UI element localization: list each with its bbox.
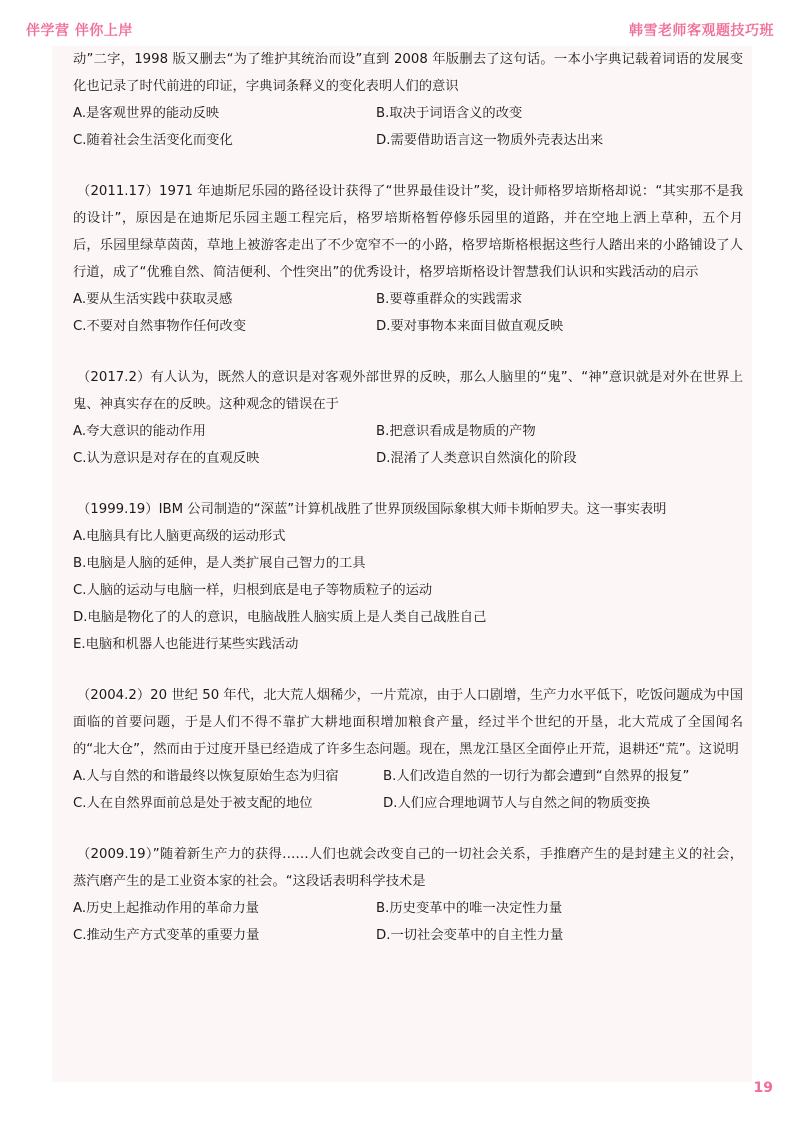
option-a: A.夸大意识的能动作用 — [73, 424, 206, 439]
question-stem: （2011.17）1971 年迪斯尼乐园的路径设计获得了“世界最佳设计”奖，设计师格罗培斯格却说：“其实那不是我的设计”，原因是在迪斯尼乐园主题工程完后，格罗培斯格暂停修乐园里的道路，并在空地上洒上草种，五个月后，乐园里绿草茵茵，草地上被游客走出了不少宽窄不一的小路，格罗培斯格根据这些行人踏出来的小路铺设了人行道，成了“优雅自然、简洁便利、个性突出”的优秀设计，格罗培斯格设计智慧我们认识和实践活动的启示 — [73, 184, 743, 280]
option-d: D.一切社会变革中的自主性力量 — [376, 928, 564, 943]
option-b: B.取决于词语含义的改变 — [376, 106, 523, 121]
option-d: D.混淆了人类意识自然演化的阶段 — [376, 451, 577, 466]
option-a: A.是客观世界的能动反映 — [73, 106, 220, 121]
option-grid — [73, 418, 743, 472]
question-5 — [73, 682, 743, 817]
question-4 — [73, 496, 743, 658]
question-list — [73, 46, 743, 967]
option-grid — [73, 286, 743, 340]
option-a: A.要从生活实践中获取灵感 — [73, 292, 233, 307]
option-list — [73, 523, 743, 658]
option-d: D.需要借助语言这一物质外壳表达出来 — [376, 133, 604, 148]
option-b: B.把意识看成是物质的产物 — [376, 424, 536, 439]
option-b: B.历史变革中的唯一决定性力量 — [376, 901, 563, 916]
option-grid — [73, 100, 743, 154]
question-stem: 动”二字，1998 版又删去“为了维护其统治而设”直到 2008 年版删去了这句话。一本小字典记载着词语的发展变化也记录了时代前进的印证，字典词条释义的变化表明人们的意识 — [73, 52, 743, 94]
question-stem: （2017.2）有人认为，既然人的意识是对客观外部世界的反映，那么人脑里的“鬼”、“神”意识就是对外在世界上鬼、神真实存在的反映。这种观念的错误在于 — [73, 370, 743, 412]
option-d: D.电脑是物化了的人的意识，电脑战胜人脑实质上是人类自己战胜自己 — [73, 610, 487, 625]
header-brand: 伴学营 伴你上岸 — [26, 23, 133, 39]
question-stem: （2004.2）20 世纪 50 年代，北大荒人烟稀少，一片荒凉，由于人口剧增，生产力水平低下，吃饭问题成为中国面临的首要问题，于是人们不得不靠扩大耕地面积增加粮食产量，经过半个世纪的开垦，北大荒成了全国闻名的“北大仓”，然而由于过度开垦已经造成了许多生态问题。现在，黑龙江垦区全面停止开荒，退耕还“荒”。这说明 — [73, 688, 743, 757]
option-a: A.电脑具有比人脑更高级的运动形式 — [73, 529, 286, 544]
option-b: B.要尊重群众的实践需求 — [376, 292, 523, 307]
option-d: D.要对事物本来面目做直观反映 — [376, 319, 564, 334]
option-c: C.不要对自然事物作任何改变 — [73, 319, 247, 334]
option-c: C.随着社会生活变化而变化 — [73, 133, 233, 148]
option-a: A.人与自然的和谐最终以恢复原始生态为归宿 — [73, 769, 339, 784]
option-d: D.人们应合理地调节人与自然之间的物质变换 — [383, 796, 651, 811]
option-e: E.电脑和机器人也能进行某些实践活动 — [73, 637, 299, 652]
question-6 — [73, 841, 743, 949]
option-b: B.人们改造自然的一切行为都会遭到“自然界的报复” — [383, 769, 690, 784]
question-stem: （1999.19）IBM 公司制造的“深蓝”计算机战胜了世界顶级国际象棋大师卡斯帕罗夫。这一事实表明 — [76, 502, 667, 517]
question-3 — [73, 364, 743, 472]
option-c: C.推动生产方式变革的重要力量 — [73, 928, 260, 943]
option-c: C.人脑的运动与电脑一样，归根到底是电子等物质粒子的运动 — [73, 583, 433, 598]
option-c: C.人在自然界面前总是处于被支配的地位 — [73, 796, 313, 811]
page-number: 19 — [753, 1080, 773, 1096]
option-b: B.电脑是人脑的延伸，是人类扩展自己智力的工具 — [73, 556, 366, 571]
option-grid — [73, 763, 743, 817]
option-c: C.认为意识是对存在的直观反映 — [73, 451, 260, 466]
question-1 — [73, 46, 743, 154]
question-2 — [73, 178, 743, 340]
option-a: A.历史上起推动作用的革命力量 — [73, 901, 259, 916]
question-stem: （2009.19）”随着新生产力的获得……人们也就会改变自己的一切社会关系，手推磨产生的是封建主义的社会，蒸汽磨产生的是工业资本家的社会。“这段话表明科学技术是 — [73, 847, 743, 889]
header-course-title: 韩雪老师客观题技巧班 — [629, 23, 774, 39]
option-grid — [73, 895, 743, 949]
